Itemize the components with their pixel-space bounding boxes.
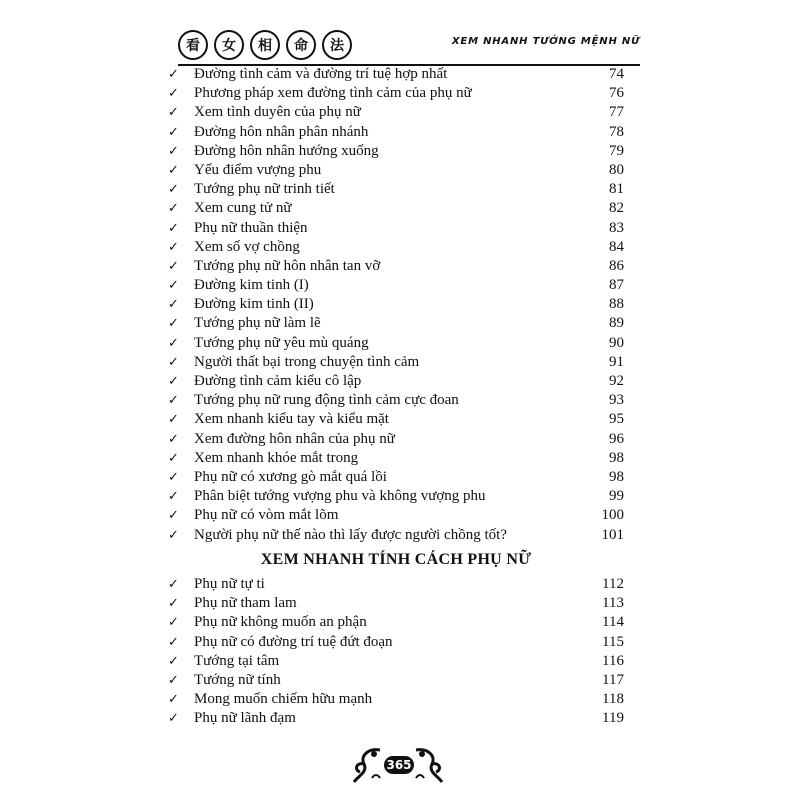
checkmark-icon: ✓ <box>168 278 179 294</box>
toc-entry-title: Tướng phụ nữ trinh tiết <box>194 181 335 198</box>
toc-entry-title: Xem đường hôn nhân của phụ nữ <box>194 430 395 447</box>
toc-entry-title: Tướng phụ nữ yêu mù quáng <box>194 334 369 351</box>
checkmark-icon: ✓ <box>168 335 179 351</box>
toc-entry <box>168 353 624 372</box>
toc-entry-title: Xem nhanh khóe mắt trong <box>194 449 359 466</box>
toc-entry-page: 81 <box>609 181 624 198</box>
checkmark-icon: ✓ <box>168 67 179 82</box>
toc-entry <box>168 709 624 728</box>
checkmark-icon: ✓ <box>168 258 179 274</box>
toc-entry-title: Người thất bại trong chuyện tình cảm <box>194 353 420 370</box>
checkmark-icon: ✓ <box>168 143 179 159</box>
toc-entry-page: 96 <box>609 430 624 447</box>
toc-entry <box>168 180 624 199</box>
toc-entry <box>168 199 624 218</box>
toc-entry <box>168 652 624 671</box>
toc-entry-page: 79 <box>609 142 624 159</box>
toc-entry <box>168 123 624 142</box>
toc-entry-page: 95 <box>609 411 624 428</box>
toc-entry <box>168 84 624 103</box>
toc-entry <box>168 506 624 525</box>
title-char: 相 <box>250 30 280 60</box>
toc-entry <box>168 161 624 180</box>
toc-entry-page: 84 <box>609 238 624 255</box>
toc-entry-page: 117 <box>602 671 624 688</box>
title-char: 法 <box>322 30 352 60</box>
checkmark-icon: ✓ <box>168 615 179 631</box>
toc-entry-title: Đường kim tinh (I) <box>194 277 309 294</box>
toc-entry-title: Tướng tại tâm <box>194 652 280 669</box>
toc-entry-title: Phương pháp xem đường tình cảm của phụ nữ <box>194 85 472 102</box>
toc-entry <box>168 65 624 84</box>
checkmark-icon: ✓ <box>168 374 179 389</box>
toc-entry-page: 83 <box>609 219 624 236</box>
checkmark-icon: ✓ <box>168 393 179 409</box>
toc-entry-title: Xem số vợ chồng <box>194 238 300 255</box>
toc-entry <box>168 314 624 333</box>
toc-entry-title: Tướng phụ nữ rung động tình cảm cực đoan <box>194 392 459 409</box>
checkmark-icon: ✓ <box>168 239 179 255</box>
toc-entry-title: Đường tình cảm và đường trí tuệ hợp nhất <box>194 66 448 82</box>
checkmark-icon: ✓ <box>168 672 179 688</box>
toc-entry-title: Đường tình cảm kiểu cô lập <box>194 373 362 389</box>
toc-entry <box>168 142 624 161</box>
toc-entry-page: 78 <box>609 123 624 140</box>
toc-entry-title: Yếu điểm vượng phu <box>194 161 322 178</box>
checkmark-icon: ✓ <box>168 489 179 505</box>
toc-entry <box>168 468 624 487</box>
toc-entry <box>168 449 624 468</box>
title-char: 看 <box>178 30 208 60</box>
checkmark-icon: ✓ <box>168 86 179 102</box>
toc-entry <box>168 295 624 314</box>
chinese-title <box>178 30 352 60</box>
toc-entry-page: 112 <box>602 576 624 592</box>
title-char: 命 <box>286 30 316 60</box>
toc-entry-title: Đường hôn nhân hướng xuống <box>194 142 379 159</box>
toc-entry-title: Phụ nữ có đường trí tuệ đứt đoạn <box>194 633 393 650</box>
checkmark-icon: ✓ <box>168 162 179 178</box>
checkmark-icon: ✓ <box>168 220 179 236</box>
checkmark-icon: ✓ <box>168 297 179 313</box>
checkmark-icon: ✓ <box>168 412 179 428</box>
toc-entry <box>168 487 624 506</box>
toc-entry <box>168 238 624 257</box>
toc-entry <box>168 690 624 709</box>
checkmark-icon: ✓ <box>168 450 179 466</box>
toc-entry-title: Tướng nữ tính <box>194 671 281 688</box>
toc-entry-page: 89 <box>609 315 624 332</box>
toc-entry-page: 87 <box>609 277 624 294</box>
toc-entry-page: 88 <box>609 296 624 313</box>
checkmark-icon: ✓ <box>168 577 179 592</box>
toc-entry-page: 77 <box>609 104 624 121</box>
toc-entry-page: 98 <box>609 468 624 485</box>
toc-entry <box>168 276 624 295</box>
toc-entry <box>168 526 624 545</box>
toc-entry-page: 82 <box>609 200 624 217</box>
checkmark-icon: ✓ <box>168 354 179 370</box>
checkmark-icon: ✓ <box>168 316 179 332</box>
toc-entry <box>168 671 624 690</box>
toc-entry-page: 74 <box>609 66 624 82</box>
checkmark-icon: ✓ <box>168 527 179 543</box>
toc-entry-page: 101 <box>601 526 624 543</box>
toc-entry-title: Tướng phụ nữ hôn nhân tan vỡ <box>194 257 381 274</box>
toc-entry <box>168 219 624 238</box>
toc-entry-title: Phụ nữ tham lam <box>194 595 297 612</box>
toc-entry-page: 114 <box>602 614 624 631</box>
toc-entry-title: Mong muốn chiếm hữu mạnh <box>194 691 373 708</box>
toc-entry-title: Đường kim tinh (II) <box>194 296 314 313</box>
toc-entry-title: Xem nhanh kiểu tay và kiểu mặt <box>194 411 389 428</box>
toc-list-part2 <box>168 575 624 729</box>
toc-entry-page: 90 <box>609 334 624 351</box>
toc-entry-page: 113 <box>602 595 624 612</box>
toc-entry-page: 118 <box>602 691 624 708</box>
checkmark-icon: ✓ <box>168 634 179 650</box>
checkmark-icon: ✓ <box>168 508 179 524</box>
toc-entry <box>168 575 624 594</box>
toc-entry-page: 80 <box>609 161 624 178</box>
toc-entry <box>168 103 624 122</box>
toc-entry <box>168 372 624 391</box>
toc-entry <box>168 334 624 353</box>
checkmark-icon: ✓ <box>168 692 179 708</box>
checkmark-icon: ✓ <box>168 431 179 447</box>
checkmark-icon: ✓ <box>168 182 179 198</box>
toc-entry-title: Tướng phụ nữ làm lẽ <box>194 315 321 332</box>
toc-entry-title: Phụ nữ lãnh đạm <box>194 710 296 727</box>
toc-entry-title: Xem cung tử nữ <box>194 200 292 217</box>
toc-entry-page: 93 <box>609 392 624 409</box>
toc-entry-title: Phụ nữ thuần thiện <box>194 219 308 236</box>
toc-entry <box>168 391 624 410</box>
toc-entry <box>168 410 624 429</box>
toc-entry <box>168 430 624 449</box>
toc-entry-page: 119 <box>602 710 624 727</box>
toc-entry <box>168 633 624 652</box>
toc-entry-title: Phụ nữ tự ti <box>194 576 265 592</box>
toc-entry-title: Phụ nữ không muốn an phận <box>194 614 367 631</box>
toc-entry-title: Phụ nữ có xương gò mắt quá lồi <box>194 468 387 485</box>
toc-entry-page: 86 <box>609 257 624 274</box>
checkmark-icon: ✓ <box>168 711 179 727</box>
toc-entry-page: 115 <box>602 633 624 650</box>
toc-entry-page: 92 <box>609 373 624 389</box>
toc-list-part1 <box>168 65 624 545</box>
toc-entry-page: 100 <box>601 507 624 524</box>
checkmark-icon: ✓ <box>168 469 179 485</box>
toc-entry-page: 76 <box>609 85 624 102</box>
checkmark-icon: ✓ <box>168 596 179 612</box>
toc-entry-page: 116 <box>602 652 624 669</box>
checkmark-icon: ✓ <box>168 105 179 121</box>
checkmark-icon: ✓ <box>168 201 179 217</box>
page-footer <box>350 742 446 786</box>
title-char: 女 <box>214 30 244 60</box>
page-number: 365 <box>384 756 414 774</box>
toc-entry-title: Đường hôn nhân phân nhánh <box>194 123 369 140</box>
toc-entry-page: 91 <box>609 353 624 370</box>
toc-entry <box>168 257 624 276</box>
section-heading: XEM NHANH TÍNH CÁCH PHỤ NỮ <box>260 551 532 568</box>
checkmark-icon: ✓ <box>168 124 179 140</box>
checkmark-icon: ✓ <box>168 653 179 669</box>
toc-entry <box>168 594 624 613</box>
toc-entry <box>168 613 624 632</box>
book-title: XEM NHANH TƯỚNG MỆNH NỮ <box>451 36 640 47</box>
page-header <box>178 30 640 64</box>
toc-entry-title: Người phụ nữ thế nào thì lấy được người chồng tốt? <box>194 526 507 543</box>
toc-entry-page: 98 <box>609 449 624 466</box>
toc-entry-title: Xem tình duyên của phụ nữ <box>194 104 361 121</box>
toc-entry-title: Phân biệt tướng vượng phu và không vượng phu <box>194 488 486 505</box>
toc-entry-page: 99 <box>609 488 624 505</box>
toc-entry-title: Phụ nữ có vòm mắt lõm <box>194 507 339 524</box>
